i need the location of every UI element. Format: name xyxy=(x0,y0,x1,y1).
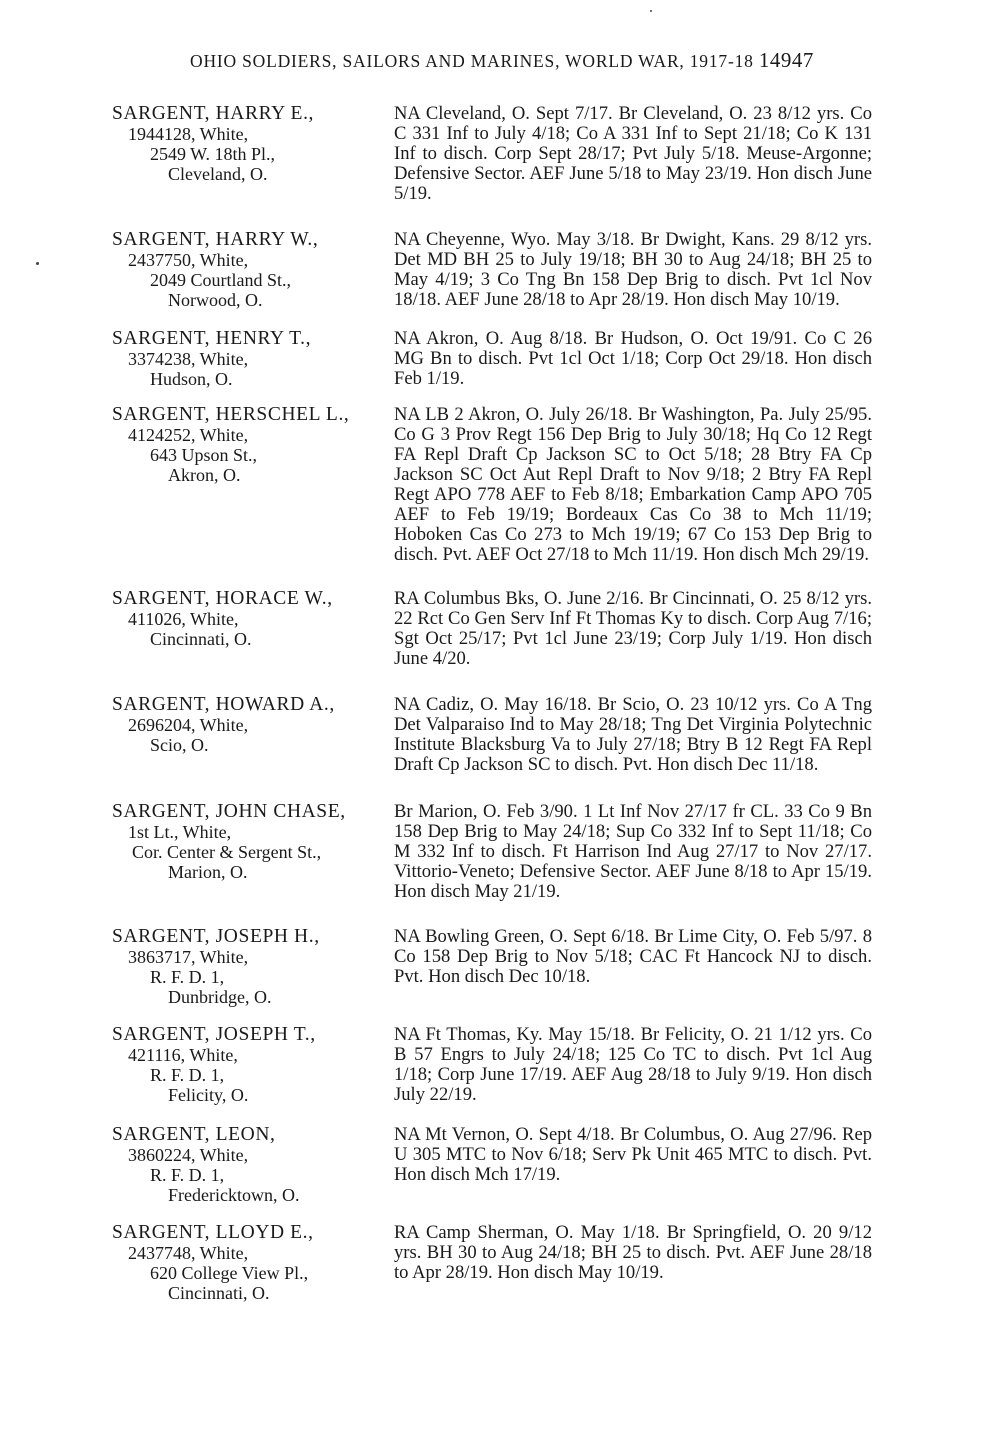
soldier-entry xyxy=(112,405,887,565)
print-speck xyxy=(36,262,39,265)
soldier-address-line: Norwood, O. xyxy=(168,290,263,310)
soldier-entry xyxy=(112,1125,887,1205)
soldier-address-line: Cleveland, O. xyxy=(168,164,268,184)
soldier-address-line: Marion, O. xyxy=(168,862,248,882)
soldier-entry xyxy=(112,329,887,389)
soldier-address-line: 2049 Courtland St., xyxy=(150,270,292,290)
soldier-name: SARGENT, JOSEPH H., xyxy=(112,926,320,947)
page-number: 14947 xyxy=(758,48,814,72)
soldier-serial: 411026, White, xyxy=(128,609,239,629)
soldier-name: SARGENT, JOHN CHASE, xyxy=(112,801,346,822)
roster-entries xyxy=(112,104,887,1303)
soldier-name: SARGENT, HERSCHEL L., xyxy=(112,404,350,425)
soldier-address-line: Dunbridge, O. xyxy=(168,987,272,1007)
soldier-entry xyxy=(112,1223,887,1303)
service-record: NA Cheyenne, Wyo. May 3/18. Br Dwight, Kans. 29 8/12 yrs. Det MD BH 25 to July 19/18; BH 30 to Aug 24/18; BH 25 to May 4/19; 3 Co Tng Bn 158 Dep Brig to disch. Pvt 1cl Nov 18/18. AEF June 28/18 to Apr 28/19. Hon disch May 10/19. xyxy=(394,229,872,310)
running-title: OHIO SOLDIERS, SAILORS AND MARINES, WORLD WAR, 1917-18 xyxy=(190,51,754,71)
soldier-serial: 2696204, White, xyxy=(128,715,249,735)
print-speck xyxy=(650,10,652,12)
running-header xyxy=(190,48,880,73)
soldier-serial: 3374238, White, xyxy=(128,349,249,369)
soldier-address-line: Cor. Center & Sergent St., xyxy=(132,842,322,862)
soldier-address-line: Fredericktown, O. xyxy=(168,1185,300,1205)
soldier-name: SARGENT, HORACE W., xyxy=(112,588,333,609)
soldier-name: SARGENT, HARRY E., xyxy=(112,103,315,124)
soldier-serial: 1st Lt., White, xyxy=(128,822,232,842)
soldier-identity xyxy=(112,1223,394,1303)
service-record: Br Marion, O. Feb 3/90. 1 Lt Inf Nov 27/17 fr CL. 33 Co 9 Bn 158 Dep Brig to May 24/18; Sup Co 332 Inf to Sept 11/18; Co M 332 Inf to disch. Ft Harrison Ind Aug 27/17 to Nov 27/17. Vittorio-Veneto; Defensive Sector. AEF June 8/18 to Apr 15/19. Hon disch May 21/19. xyxy=(394,801,872,902)
soldier-address-line: R. F. D. 1, xyxy=(150,967,225,987)
soldier-address-line: R. F. D. 1, xyxy=(150,1065,225,1085)
soldier-identity xyxy=(112,329,394,389)
service-record: NA Cleveland, O. Sept 7/17. Br Cleveland, O. 23 8/12 yrs. Co C 331 Inf to July 4/18; Co A 331 Inf to Sept 21/18; Co K 131 Inf to disch. Corp Sept 28/17; Pvt July 5/18. Meuse-Argonne; Defensive Sector. AEF June 5/18 to May 23/19. Hon disch June 5/19. xyxy=(394,103,872,204)
soldier-entry xyxy=(112,230,887,310)
soldier-address-line: 2549 W. 18th Pl., xyxy=(150,144,276,164)
service-record: NA Cadiz, O. May 16/18. Br Scio, O. 23 10/12 yrs. Co A Tng Det Valparaiso Ind to May 28/18; Tng Det Virginia Polytechnic Institute Blacksburg Va to July 27/18; Btry B 12 Regt FA Repl Draft Cp Jackson SC to disch. Pvt. Hon disch Dec 11/18. xyxy=(394,694,872,775)
service-record: NA LB 2 Akron, O. July 26/18. Br Washington, Pa. July 25/95. Co G 3 Prov Regt 156 Dep Brig to July 30/18; Hq Co 12 Regt FA Repl Draft Cp Jackson SC to Oct 5/18; 28 Btry FA Cp Jackson SC Oct Aut Repl Draft to Nov 9/18; 2 Btry FA Repl Regt APO 778 AEF to Feb 8/18; Embarkation Camp APO 705 AEF to Feb 19/19; Bordeaux Cas Co 38 to Mch 11/19; Hoboken Cas Co 273 to Mch 19/19; 67 Co 153 Dep Brig to disch. Pvt. AEF Oct 27/18 to Mch 11/19. Hon disch Mch 29/19. xyxy=(394,404,872,565)
soldier-entry xyxy=(112,1025,887,1105)
service-record: NA Ft Thomas, Ky. May 15/18. Br Felicity, O. 21 1/12 yrs. Co B 57 Engrs to July 24/18; 125 Co TC to disch. Pvt 1cl Aug 1/18; Corp June 17/19. AEF Aug 28/18 to July 9/19. Hon disch July 22/19. xyxy=(394,1024,872,1105)
service-record: RA Columbus Bks, O. June 2/16. Br Cincinnati, O. 25 8/12 yrs. 22 Rct Co Gen Serv Inf Ft Thomas Ky to disch. Corp Aug 7/16; Sgt Oct 25/17; Pvt 1cl June 23/19; Corp July 1/19. Hon disch June 4/20. xyxy=(394,588,872,669)
soldier-identity xyxy=(112,1025,394,1105)
soldier-serial: 4124252, White, xyxy=(128,425,249,445)
soldier-name: SARGENT, HOWARD A., xyxy=(112,694,335,715)
soldier-name: SARGENT, HARRY W., xyxy=(112,229,319,250)
soldier-identity xyxy=(112,1125,394,1205)
soldier-entry xyxy=(112,104,887,204)
soldier-name: SARGENT, LLOYD E., xyxy=(112,1222,314,1243)
soldier-serial: 2437748, White, xyxy=(128,1243,249,1263)
soldier-entry xyxy=(112,927,887,1007)
soldier-address-line: 620 College View Pl., xyxy=(150,1263,309,1283)
soldier-serial: 3860224, White, xyxy=(128,1145,249,1165)
soldier-identity xyxy=(112,104,394,204)
soldier-entry xyxy=(112,695,887,775)
soldier-address-line: R. F. D. 1, xyxy=(150,1165,225,1185)
soldier-identity xyxy=(112,230,394,310)
soldier-address-line: 643 Upson St., xyxy=(150,445,258,465)
soldier-identity xyxy=(112,589,394,669)
soldier-address-line: Akron, O. xyxy=(168,465,241,485)
soldier-name: SARGENT, LEON, xyxy=(112,1124,276,1145)
soldier-identity xyxy=(112,405,394,565)
soldier-name: SARGENT, JOSEPH T., xyxy=(112,1024,316,1045)
soldier-address-line: Cincinnati, O. xyxy=(168,1283,270,1303)
service-record: NA Akron, O. Aug 8/18. Br Hudson, O. Oct 19/91. Co C 26 MG Bn to disch. Pvt 1cl Oct 1/18; Corp Oct 29/18. Hon disch Feb 1/19. xyxy=(394,328,872,389)
soldier-identity xyxy=(112,695,394,775)
soldier-serial: 2437750, White, xyxy=(128,250,249,270)
soldier-name: SARGENT, HENRY T., xyxy=(112,328,312,349)
soldier-address-line: Scio, O. xyxy=(150,735,209,755)
soldier-entry xyxy=(112,802,887,902)
soldier-address-line: Cincinnati, O. xyxy=(150,629,252,649)
soldier-serial: 3863717, White, xyxy=(128,947,249,967)
soldier-address-line: Felicity, O. xyxy=(168,1085,249,1105)
service-record: NA Bowling Green, O. Sept 6/18. Br Lime City, O. Feb 5/97. 8 Co 158 Dep Brig to Nov 5/18; CAC Ft Hancock NJ to disch. Pvt. Hon disch Dec 10/18. xyxy=(394,926,872,987)
soldier-identity xyxy=(112,927,394,1007)
soldier-identity xyxy=(112,802,394,902)
soldier-serial: 1944128, White, xyxy=(128,124,249,144)
soldier-address-line: Hudson, O. xyxy=(150,369,233,389)
soldier-serial: 421116, White, xyxy=(128,1045,238,1065)
service-record: RA Camp Sherman, O. May 1/18. Br Springfield, O. 20 9/12 yrs. BH 30 to Aug 24/18; BH 25 to disch. Pvt. AEF June 28/18 to Apr 28/19. Hon disch May 10/19. xyxy=(394,1222,872,1283)
service-record: NA Mt Vernon, O. Sept 4/18. Br Columbus, O. Aug 27/96. Rep U 305 MTC to Nov 6/18; Serv Pk Unit 465 MTC to disch. Pvt. Hon disch Mch 17/19. xyxy=(394,1124,872,1185)
soldier-entry xyxy=(112,589,887,669)
